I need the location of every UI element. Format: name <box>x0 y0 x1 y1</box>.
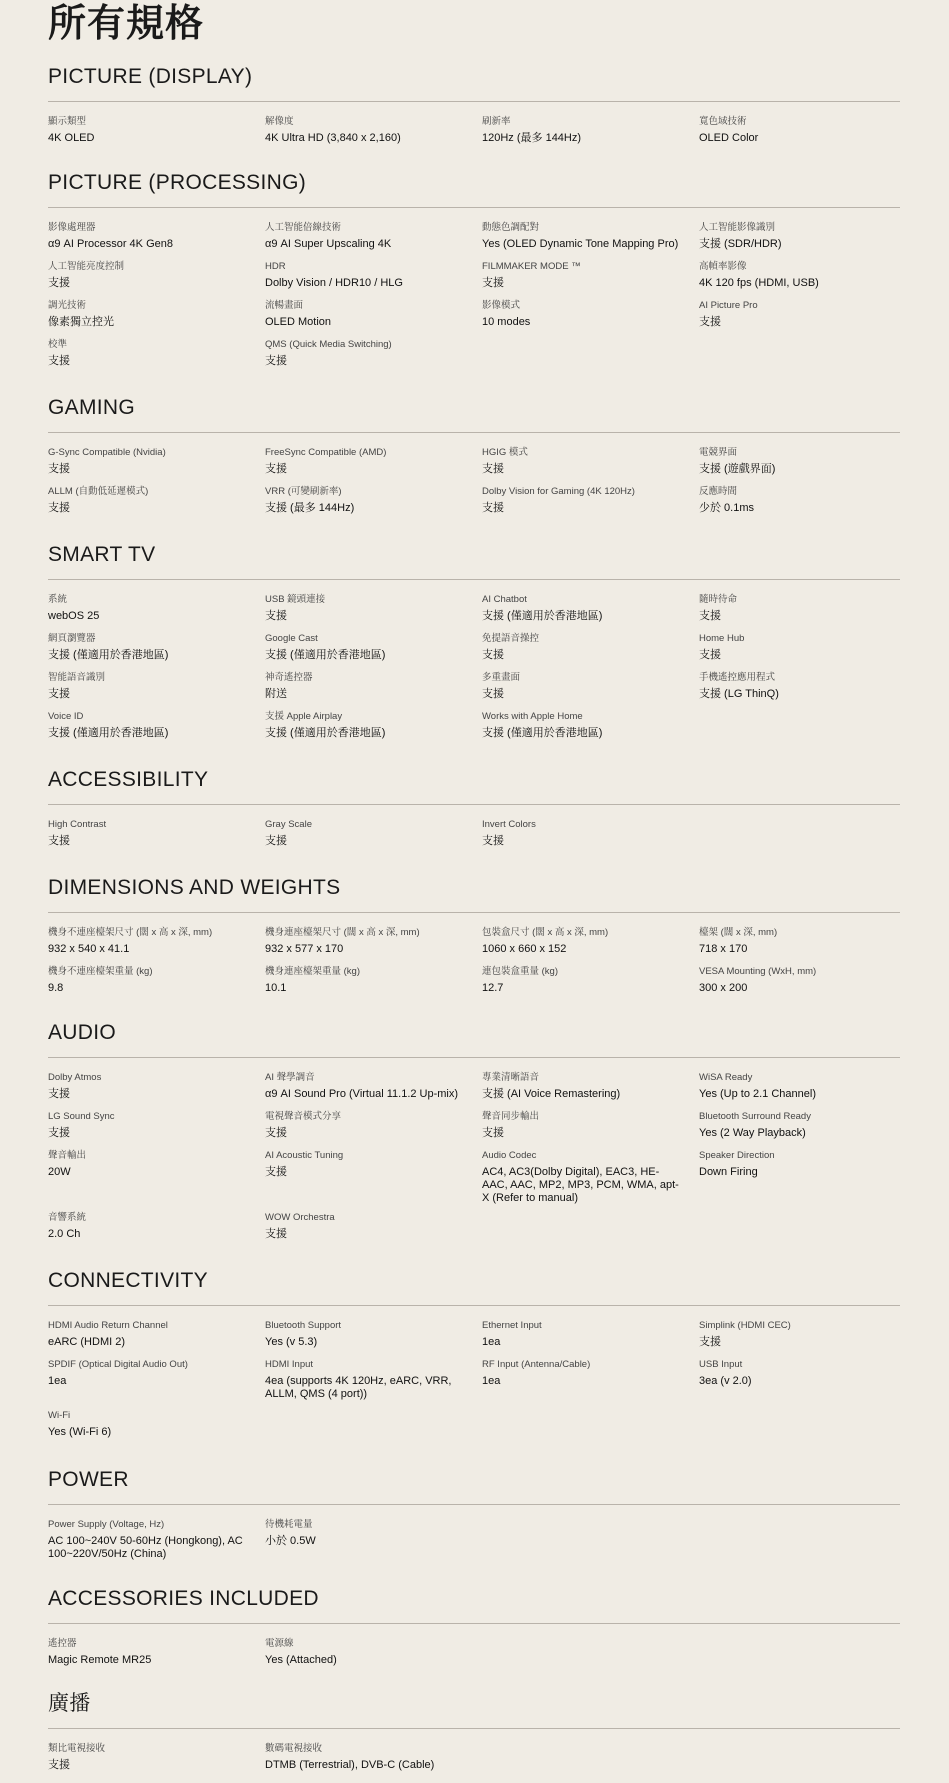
spec-label: 聲音同步輸出 <box>482 1111 540 1122</box>
spec-value: 支援 (僅適用於香港地區) <box>48 727 169 739</box>
spec-value: 4ea (supports 4K 120Hz, eARC, VRR, ALLM, QMS (4 port)) <box>265 1375 452 1400</box>
spec-value: 支援 <box>48 355 70 367</box>
spec-label: G-Sync Compatible (Nvidia) <box>48 447 166 458</box>
section-divider <box>48 912 900 913</box>
spec-label: 寬色域技術 <box>699 116 747 127</box>
spec-value: α9 AI Sound Pro (Virtual 11.1.2 Up-mix) <box>265 1088 459 1100</box>
spec-item <box>482 1110 682 1140</box>
spec-label: Audio Codec <box>482 1150 537 1161</box>
spec-label: Wi-Fi <box>48 1410 71 1421</box>
spec-item <box>48 446 248 476</box>
spec-label: 機身連座檯架重量 (kg) <box>265 966 361 977</box>
spec-item <box>699 1358 899 1388</box>
spec-label: 反應時間 <box>699 486 738 497</box>
spec-label: WiSA Ready <box>699 1072 753 1083</box>
section-divider <box>48 804 900 805</box>
spec-label: Google Cast <box>265 633 318 644</box>
spec-label: 機身不連座檯架重量 (kg) <box>48 966 153 977</box>
spec-item <box>48 926 248 956</box>
spec-item <box>699 485 899 515</box>
spec-label: QMS (Quick Media Switching) <box>265 339 392 350</box>
section-divider <box>48 101 900 102</box>
spec-label: RF Input (Antenna/Cable) <box>482 1359 591 1370</box>
section-title: DIMENSIONS AND WEIGHTS <box>48 876 341 899</box>
spec-label: 人工智能影像識別 <box>699 222 776 233</box>
spec-value: 1ea <box>482 1336 501 1348</box>
spec-label: 影像模式 <box>482 300 521 311</box>
spec-item <box>699 926 899 956</box>
section-title: SMART TV <box>48 543 156 566</box>
section-title: 廣播 <box>48 1692 91 1715</box>
spec-value: webOS 25 <box>48 610 100 622</box>
spec-value: 932 x 540 x 41.1 <box>48 943 130 955</box>
spec-item <box>482 1071 682 1101</box>
spec-item <box>482 965 682 995</box>
spec-value: 支援 <box>48 463 70 475</box>
spec-label: Invert Colors <box>482 819 536 830</box>
spec-item <box>48 1149 248 1179</box>
spec-item <box>699 1071 899 1101</box>
spec-value: 支援 <box>265 835 287 847</box>
spec-label: 動態色調配對 <box>482 222 540 233</box>
spec-item <box>265 1110 465 1140</box>
spec-item <box>482 1149 682 1205</box>
spec-item <box>48 710 248 740</box>
spec-value: 支援 <box>48 502 70 514</box>
spec-item <box>265 485 465 515</box>
spec-value: 支援 <box>48 277 70 289</box>
spec-item <box>48 1071 248 1101</box>
spec-item <box>265 1518 465 1548</box>
spec-value: 支援 (AI Voice Remastering) <box>482 1088 621 1100</box>
spec-label: 影像處理器 <box>48 222 96 233</box>
spec-value: Yes (v 5.3) <box>265 1336 318 1348</box>
spec-item <box>482 260 682 290</box>
spec-label: 檯架 (闊 x 深, mm) <box>699 927 778 938</box>
spec-label: 免提語音操控 <box>482 633 540 644</box>
spec-value: 支援 (最多 144Hz) <box>265 502 355 514</box>
spec-item <box>48 965 248 995</box>
spec-value: 支援 <box>265 1127 287 1139</box>
spec-section <box>48 62 900 144</box>
spec-label: 解像度 <box>265 116 294 127</box>
spec-value: 1ea <box>482 1375 501 1387</box>
spec-item <box>482 115 682 145</box>
section-divider <box>48 1057 900 1058</box>
spec-label: 高幀率影像 <box>699 261 747 272</box>
section-divider <box>48 1504 900 1505</box>
spec-label: Dolby Atmos <box>48 1072 102 1083</box>
spec-item <box>482 593 682 623</box>
spec-value: 支援 <box>699 610 721 622</box>
spec-label: 電視聲音模式分享 <box>265 1111 342 1122</box>
spec-item <box>48 1358 248 1388</box>
spec-label: 音響系統 <box>48 1212 87 1223</box>
section-title: POWER <box>48 1468 129 1491</box>
spec-item <box>265 221 465 251</box>
spec-label: 機身不連座檯架尺寸 (闊 x 高 x 深, mm) <box>48 927 213 938</box>
spec-label: 聲音輸出 <box>48 1150 87 1161</box>
spec-item <box>265 1742 465 1772</box>
spec-section <box>48 1465 900 1560</box>
spec-label: 電競界面 <box>699 447 738 458</box>
spec-label: FILMMAKER MODE ™ <box>482 261 581 272</box>
spec-value: 支援 <box>699 316 721 328</box>
spec-item <box>699 671 899 701</box>
spec-label: USB 鏡頭連接 <box>265 594 326 605</box>
spec-item <box>699 260 899 290</box>
spec-value: Yes (Attached) <box>265 1654 337 1666</box>
spec-value: 3ea (v 2.0) <box>699 1375 752 1387</box>
spec-section <box>48 1584 900 1666</box>
spec-value: 支援 <box>482 502 504 514</box>
spec-label: AI Acoustic Tuning <box>265 1150 344 1161</box>
spec-label: 系統 <box>48 594 68 605</box>
spec-item <box>265 593 465 623</box>
spec-value: Yes (Wi-Fi 6) <box>48 1426 112 1438</box>
spec-value: 支援 <box>48 1759 70 1771</box>
spec-label: WOW Orchestra <box>265 1212 335 1223</box>
spec-item <box>48 1110 248 1140</box>
spec-value: 支援 (僅適用於香港地區) <box>482 727 603 739</box>
spec-item <box>699 965 899 995</box>
spec-value: α9 AI Super Upscaling 4K <box>265 238 392 250</box>
spec-item <box>699 632 899 662</box>
spec-label: VESA Mounting (WxH, mm) <box>699 966 817 977</box>
spec-item <box>265 1358 465 1401</box>
spec-value: 支援 <box>48 1127 70 1139</box>
spec-item <box>265 115 465 145</box>
spec-item <box>482 818 682 848</box>
spec-item <box>265 299 465 329</box>
spec-label: 機身連座檯架尺寸 (闊 x 高 x 深, mm) <box>265 927 420 938</box>
spec-label: 校準 <box>48 339 68 350</box>
spec-label: AI Picture Pro <box>699 300 758 311</box>
spec-label: FreeSync Compatible (AMD) <box>265 447 387 458</box>
spec-value: 4K OLED <box>48 132 95 144</box>
spec-item <box>48 1409 248 1439</box>
spec-item <box>482 1358 682 1388</box>
section-title: PICTURE (PROCESSING) <box>48 171 307 194</box>
spec-label: 手機遙控應用程式 <box>699 672 776 683</box>
spec-value: 10 modes <box>482 316 531 328</box>
spec-label: Power Supply (Voltage, Hz) <box>48 1519 165 1530</box>
spec-label: Voice ID <box>48 711 84 722</box>
spec-label: HDMI Audio Return Channel <box>48 1320 168 1331</box>
spec-value: 支援 <box>48 1088 70 1100</box>
spec-value: Dolby Vision / HDR10 / HLG <box>265 277 403 289</box>
spec-item <box>699 299 899 329</box>
section-title: ACCESSORIES INCLUDED <box>48 1587 319 1610</box>
spec-item <box>48 632 248 662</box>
spec-label: AI 聲學調音 <box>265 1072 315 1083</box>
spec-item <box>265 260 465 290</box>
spec-section <box>48 1018 900 1240</box>
spec-value: Magic Remote MR25 <box>48 1654 152 1666</box>
spec-section <box>48 765 900 847</box>
section-divider <box>48 1728 900 1729</box>
spec-item <box>482 485 682 515</box>
spec-value: AC4, AC3(Dolby Digital), EAC3, HE-AAC, AAC, MP2, MP3, PCM, WMA, apt-X (Refer to manual) <box>482 1166 679 1204</box>
spec-value: Yes (Up to 2.1 Channel) <box>699 1088 816 1100</box>
spec-value: 4K 120 fps (HDMI, USB) <box>699 277 819 289</box>
spec-label: Works with Apple Home <box>482 711 583 722</box>
spec-value: 支援 (SDR/HDR) <box>699 238 782 250</box>
spec-item <box>48 1319 248 1349</box>
spec-label: 刷新率 <box>482 116 511 127</box>
spec-label: 類比電視接收 <box>48 1743 106 1754</box>
spec-item <box>699 446 899 476</box>
spec-item <box>482 671 682 701</box>
spec-item <box>48 260 248 290</box>
spec-value: 支援 <box>699 1336 721 1348</box>
spec-value: 12.7 <box>482 982 504 994</box>
spec-value: 少於 0.1ms <box>699 502 755 514</box>
spec-label: USB Input <box>699 1359 743 1370</box>
spec-item <box>482 926 682 956</box>
spec-item <box>265 1211 465 1241</box>
spec-section <box>48 168 900 367</box>
spec-value: 支援 <box>48 688 70 700</box>
spec-value: 支援 <box>482 463 504 475</box>
spec-label: 支援 Apple Airplay <box>265 711 343 722</box>
spec-value: 1ea <box>48 1375 67 1387</box>
section-divider <box>48 1305 900 1306</box>
spec-value: 支援 (僅適用於香港地區) <box>265 727 386 739</box>
spec-value: 9.8 <box>48 982 64 994</box>
spec-section <box>48 540 900 739</box>
spec-label: 數碼電視接收 <box>265 1743 323 1754</box>
section-title: AUDIO <box>48 1021 117 1044</box>
spec-value: 718 x 170 <box>699 943 748 955</box>
spec-value: 附送 <box>265 688 287 700</box>
spec-value: 支援 (僅適用於香港地區) <box>48 649 169 661</box>
spec-item <box>48 1518 248 1561</box>
spec-label: High Contrast <box>48 819 107 830</box>
spec-item <box>482 446 682 476</box>
spec-value: 支援 <box>48 835 70 847</box>
spec-label: SPDIF (Optical Digital Audio Out) <box>48 1359 188 1370</box>
spec-item <box>265 818 465 848</box>
spec-value: 2.0 Ch <box>48 1228 81 1240</box>
spec-label: Bluetooth Surround Ready <box>699 1111 811 1122</box>
spec-value: 支援 <box>265 1228 287 1240</box>
spec-value: 小於 0.5W <box>265 1535 316 1547</box>
spec-value: 支援 (僅適用於香港地區) <box>265 649 386 661</box>
spec-value: α9 AI Processor 4K Gen8 <box>48 238 173 250</box>
section-title: PICTURE (DISPLAY) <box>48 65 253 88</box>
spec-item <box>48 221 248 251</box>
spec-label: 調光技術 <box>48 300 87 311</box>
spec-label: 智能語音識別 <box>48 672 106 683</box>
spec-label: HGIG 模式 <box>482 447 528 458</box>
spec-value: 支援 <box>482 688 504 700</box>
spec-item <box>699 1149 899 1179</box>
spec-value: 10.1 <box>265 982 287 994</box>
spec-value: Down Firing <box>699 1166 758 1178</box>
spec-item <box>48 671 248 701</box>
spec-value: DTMB (Terrestrial), DVB-C (Cable) <box>265 1759 435 1771</box>
spec-label: Home Hub <box>699 633 745 644</box>
spec-item <box>482 710 682 740</box>
spec-label: Dolby Vision for Gaming (4K 120Hz) <box>482 486 635 497</box>
spec-item <box>265 926 465 956</box>
spec-item <box>48 115 248 145</box>
spec-label: ALLM (自動低延遲模式) <box>48 486 149 497</box>
spec-label: 電源線 <box>265 1638 294 1649</box>
spec-label: 多重畫面 <box>482 672 521 683</box>
spec-item <box>48 1742 248 1772</box>
spec-label: VRR (可變刷新率) <box>265 486 342 497</box>
spec-value: 支援 (僅適用於香港地區) <box>482 610 603 622</box>
spec-item <box>482 1319 682 1349</box>
spec-item <box>265 632 465 662</box>
spec-value: OLED Color <box>699 132 759 144</box>
spec-value: 20W <box>48 1166 71 1178</box>
spec-item <box>265 1637 465 1667</box>
spec-section <box>48 393 900 514</box>
spec-label: 連包裝盒重量 (kg) <box>482 966 559 977</box>
section-divider <box>48 579 900 580</box>
spec-value: 支援 <box>699 649 721 661</box>
spec-label: 神奇遙控器 <box>265 672 313 683</box>
spec-label: 流暢畫面 <box>265 300 304 311</box>
spec-value: eARC (HDMI 2) <box>48 1336 126 1348</box>
spec-item <box>48 1637 248 1667</box>
spec-item <box>265 965 465 995</box>
spec-value: 932 x 577 x 170 <box>265 943 344 955</box>
spec-item <box>699 115 899 145</box>
spec-label: Simplink (HDMI CEC) <box>699 1320 791 1331</box>
spec-item <box>482 299 682 329</box>
spec-value: 支援 (LG ThinQ) <box>699 688 779 700</box>
spec-value: Yes (OLED Dynamic Tone Mapping Pro) <box>482 238 679 250</box>
spec-label: 專業清晰語音 <box>482 1072 540 1083</box>
spec-item <box>265 710 465 740</box>
spec-value: 支援 <box>482 649 504 661</box>
spec-item <box>265 338 465 368</box>
spec-label: 包裝盒尺寸 (闊 x 高 x 深, mm) <box>482 927 609 938</box>
spec-value: 支援 <box>265 463 287 475</box>
spec-item <box>265 671 465 701</box>
spec-value: AC 100~240V 50-60Hz (Hongkong), AC 100~220V/50Hz (China) <box>48 1535 243 1560</box>
spec-item <box>265 1149 465 1179</box>
spec-item <box>48 299 248 329</box>
spec-section <box>48 1266 900 1438</box>
spec-label: Bluetooth Support <box>265 1320 342 1331</box>
spec-item <box>48 818 248 848</box>
spec-item <box>48 485 248 515</box>
spec-item <box>48 593 248 623</box>
section-title: GAMING <box>48 396 135 419</box>
spec-item <box>265 446 465 476</box>
spec-label: 人工智能倍線技術 <box>265 222 342 233</box>
spec-item <box>482 632 682 662</box>
spec-value: 120Hz (最多 144Hz) <box>482 132 582 144</box>
spec-label: 網頁瀏覽器 <box>48 633 96 644</box>
spec-item <box>48 1211 248 1241</box>
spec-value: 支援 <box>265 1166 287 1178</box>
spec-label: 人工智能亮度控制 <box>48 261 125 272</box>
spec-label: Gray Scale <box>265 819 312 830</box>
section-divider <box>48 432 900 433</box>
section-divider <box>48 1623 900 1624</box>
spec-value: 支援 <box>482 1127 504 1139</box>
spec-value: 1060 x 660 x 152 <box>482 943 567 955</box>
spec-value: 支援 <box>482 835 504 847</box>
spec-item <box>482 221 682 251</box>
spec-item <box>699 1110 899 1140</box>
spec-label: 遙控器 <box>48 1638 77 1649</box>
spec-value: 支援 (遊戲界面) <box>699 463 776 475</box>
page-title: 所有規格 <box>48 3 205 45</box>
spec-value: 支援 <box>482 277 504 289</box>
spec-item <box>48 338 248 368</box>
spec-value: 300 x 200 <box>699 982 748 994</box>
spec-value: 支援 <box>265 355 287 367</box>
spec-value: Yes (2 Way Playback) <box>699 1127 806 1139</box>
spec-label: 待機耗電量 <box>265 1519 313 1530</box>
spec-item <box>265 1071 465 1101</box>
spec-label: Ethernet Input <box>482 1320 542 1331</box>
spec-label: HDMI Input <box>265 1359 314 1370</box>
spec-item <box>699 593 899 623</box>
spec-label: 顯示類型 <box>48 116 87 127</box>
spec-label: LG Sound Sync <box>48 1111 115 1122</box>
spec-section <box>48 873 900 994</box>
spec-label: HDR <box>265 261 286 272</box>
spec-value: 4K Ultra HD (3,840 x 2,160) <box>265 132 401 144</box>
spec-label: 隨時待命 <box>699 594 738 605</box>
spec-value: OLED Motion <box>265 316 332 328</box>
spec-value: 像素獨立控光 <box>48 316 114 328</box>
spec-item <box>699 221 899 251</box>
spec-section <box>48 1689 900 1771</box>
section-title: ACCESSIBILITY <box>48 768 209 791</box>
spec-item <box>699 1319 899 1349</box>
section-divider <box>48 207 900 208</box>
spec-value: 支援 <box>265 610 287 622</box>
spec-item <box>265 1319 465 1349</box>
spec-label: AI Chatbot <box>482 594 527 605</box>
spec-label: Speaker Direction <box>699 1150 775 1161</box>
section-title: CONNECTIVITY <box>48 1269 208 1292</box>
